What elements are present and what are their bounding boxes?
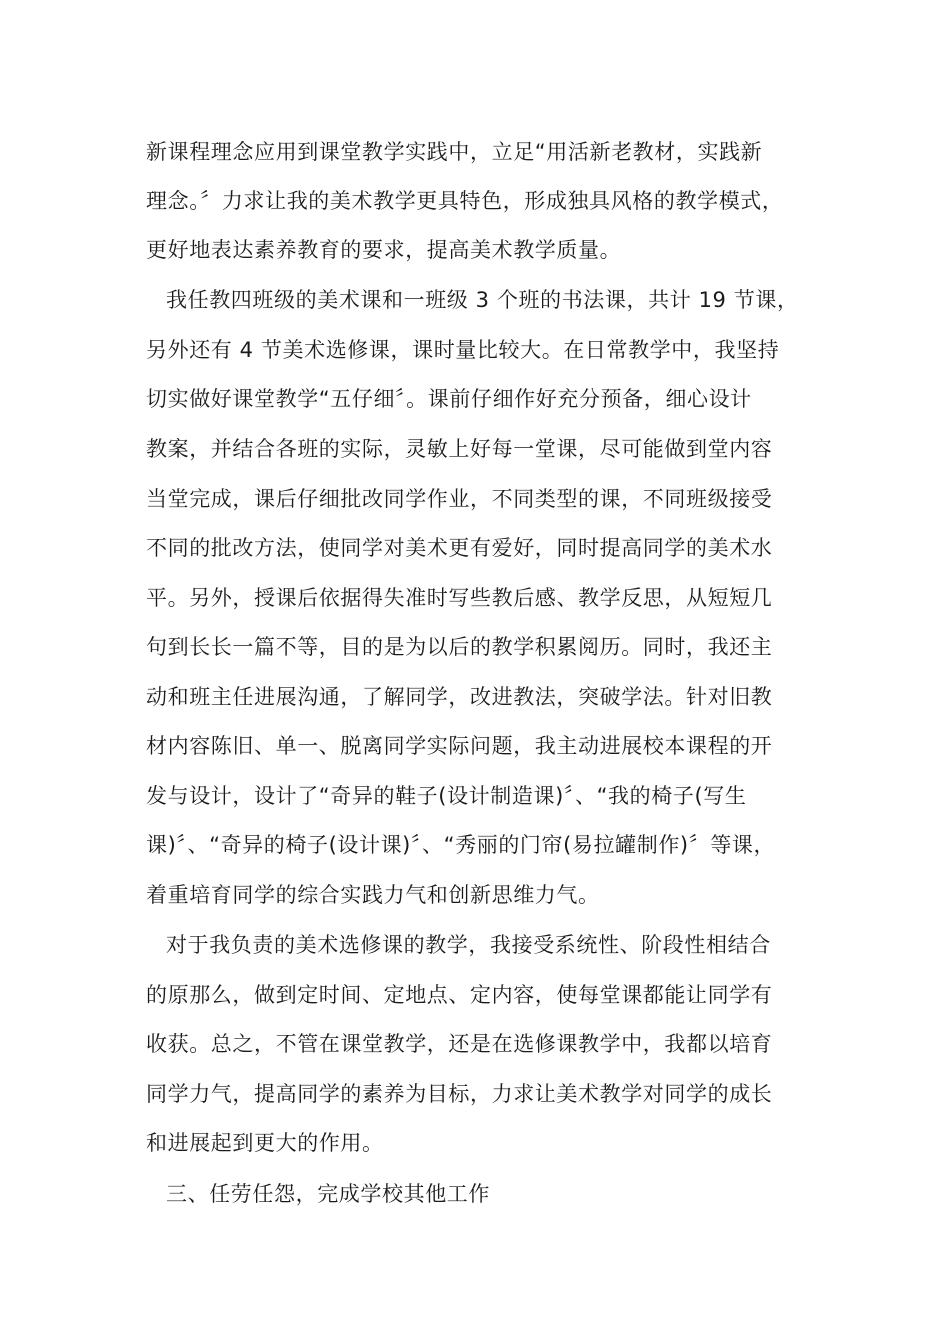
text-line: 材内容陈旧、单一、脱离同学实际问题，我主动进展校本课程的开 <box>146 734 773 758</box>
text-line: 着重培育同学的综合实践力气和创新思维力气。 <box>146 883 600 907</box>
text-line: 教案，并结合各班的实际，灵敏上好每一堂课，尽可能做到堂内容 <box>146 437 773 461</box>
text-line: 和进展起到更大的作用。 <box>146 1131 384 1155</box>
text-line: 切实做好课堂教学“五仔细〞。课前仔细作好充分预备，细心设计 <box>146 387 752 411</box>
text-line: 新课程理念应用到课堂教学实践中，立足“用活新老教材，实践新 <box>146 140 763 164</box>
text-line: 同学力气，提高同学的素养为目标，力求让美术教学对同学的成长 <box>146 1082 773 1106</box>
text-line: 发与设计，设计了“奇异的鞋子(设计制造课)〞、“我的椅子(写生 <box>146 784 747 808</box>
text-line: 理念。〞力求让我的美术教学更具特色，形成独具风格的教学模式， <box>146 189 784 213</box>
text-line: 另外还有 4 节美术选修课，课时量比较大。在日常教学中，我坚持 <box>146 338 780 362</box>
text-line: 动和班主任进展沟通，了解同学，改进教法，突破学法。针对旧教 <box>146 685 773 709</box>
text-line: 课)〞、“奇异的椅子(设计课)〞、“秀丽的门帘(易拉罐制作)〞等课， <box>146 833 776 857</box>
text-line: 对于我负责的美术选修课的教学，我接受系统性、阶段性相结合 <box>166 933 771 957</box>
text-line: 更好地表达素养教育的要求，提高美术教学质量。 <box>146 238 622 262</box>
text-line: 不同的批改方法，使同学对美术更有爱好，同时提高同学的美术水 <box>146 536 773 560</box>
text-line: 收获。总之，不管在课堂教学，还是在选修课教学中，我都以培育 <box>146 1032 773 1056</box>
section-heading: 三、任劳任怨，完成学校其他工作 <box>166 1182 490 1206</box>
text-line: 当堂完成，课后仔细批改同学作业，不同类型的课，不同班级接受 <box>146 487 773 511</box>
text-line: 的原那么，做到定时间、定地点、定内容，使每堂课都能让同学有 <box>146 983 773 1007</box>
text-line: 平。另外，授课后依据得失准时写些教后感、教学反思，从短短几 <box>146 586 773 610</box>
text-line: 句到长长一篇不等，目的是为以后的教学积累阅历。同时，我还主 <box>146 635 773 659</box>
text-line: 我任教四班级的美术课和一班级 3 个班的书法课，共计 19 节课， <box>166 288 799 312</box>
